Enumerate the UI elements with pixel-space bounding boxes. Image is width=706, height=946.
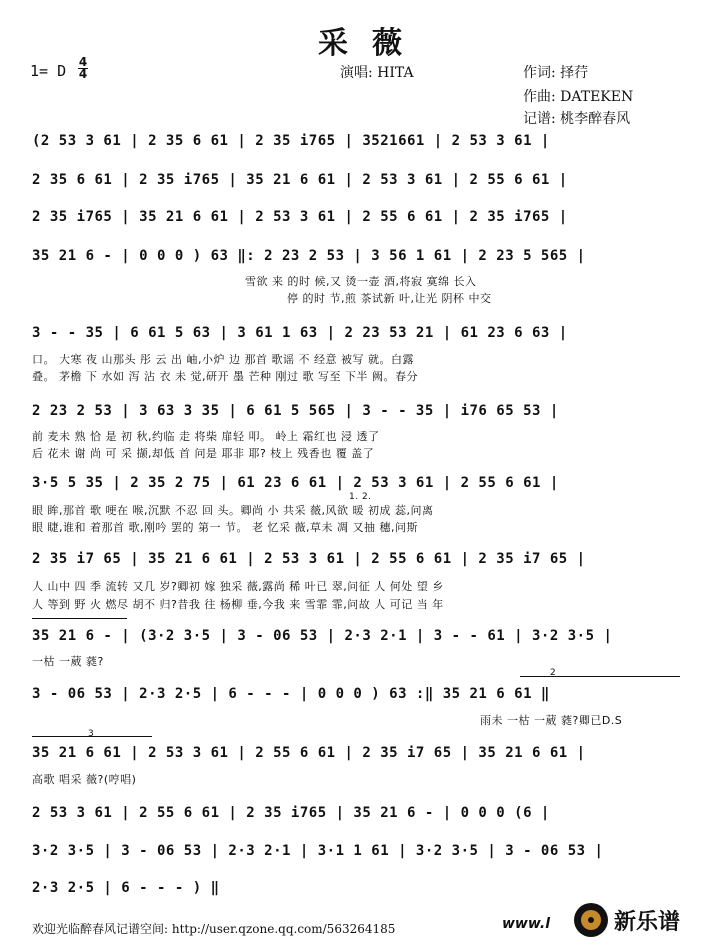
score-row-9: 35 21 6 - | (3·2 3·5 | 3 - 06 53 | 2·3 2·1 | 3 - - 61 | 3·2 3·5 |	[32, 628, 613, 644]
score-row-10: 3 - 06 53 | 2·3 2·5 | 6 - - - | 0 0 0 ) 63 :‖ 35 21 6 61 ‖	[32, 686, 550, 702]
page-title: 采薇	[318, 26, 426, 61]
key-signature: 1= D	[30, 62, 67, 80]
lyric-row-4-verse-2: 停 的时 节,煎 茶试新 叶,让光 阴杯 中交	[287, 292, 492, 305]
lyric-row-6-verse-2: 后 花未 谢 尚 可 采 撷,却低 首 问是 耶非 耶? 枝上 残香也 覆 盖了	[32, 447, 375, 460]
lyric-row-8-verse-1: 人 山中 四 季 流转 又几 岁?卿初 嫁 独采 薇,露尚 稀 叶已 翠,问征 人 何处 望 乡	[32, 580, 444, 593]
lyric-row-6-verse-1: 前 麦未 熟 恰 是 初 秋,约临 走 将柴 扉轻 叩。 岭上 霜红也 浸 透了	[32, 430, 380, 443]
time-signature-bottom: 4	[78, 67, 88, 81]
volta-third: 3	[88, 729, 95, 739]
logo	[570, 898, 702, 942]
footer-link-text: 欢迎光临醉春风记谱空间: http://user.qzone.qq.com/563264185	[32, 922, 396, 936]
lyric-row-10-verse-1: 雨未 一枯 一葳 蕤?卿已D.S	[480, 714, 623, 727]
volta-bracket-2	[520, 676, 680, 677]
lyric-row-7-verse-2: 眼 睫,谁和 着那首 歌,刚吟 罢的 第一 节。 老 忆采 薇,草未 凋 又抽 穗,问斯	[32, 521, 418, 534]
watermark-text: www.l	[502, 916, 551, 932]
singer: 演唱: HITA	[340, 65, 414, 81]
lyric-row-7-verse-1: 眼 眸,那首 歌 哽在 喉,沉默 不忍 回 头。卿尚 小 共采 薇,风欲 暖 初成 蕊,问离	[32, 504, 434, 517]
lyric-row-5-verse-2: 叠。 茅檐 下 水如 泻 沾 衣 未 觉,研开 墨 芒种 刚过 歌 写至 下半 阙。春分	[32, 370, 418, 383]
composer: 作曲: DATEKEN	[523, 89, 634, 105]
score-row-6: 2 23 2 53 | 3 63 3 35 | 6 61 5 565 | 3 - - 35 | i76 65 53 |	[32, 403, 559, 419]
score-row-2: 2 35 6 61 | 2 35 i765 | 35 21 6 61 | 2 53 3 61 | 2 55 6 61 |	[32, 172, 568, 188]
lyricist: 作词: 择荇	[523, 65, 589, 81]
volta-second: 2	[550, 668, 557, 678]
transcriber: 记谱: 桃李醉春风	[523, 111, 631, 127]
volta-bracket-1	[32, 618, 127, 619]
score-row-11: 35 21 6 61 | 2 53 3 61 | 2 55 6 61 | 2 35 i7 65 | 35 21 6 61 |	[32, 745, 586, 761]
score-row-5: 3 - - 35 | 6 61 5 63 | 3 61 1 63 | 2 23 53 21 | 61 23 6 63 |	[32, 325, 568, 341]
time-signature	[78, 57, 88, 80]
time-signature-top: 4	[78, 55, 88, 69]
score-row-7: 3·5 5 35 | 2 35 2 75 | 61 23 6 61 | 2 53 3 61 | 2 55 6 61 |	[32, 475, 559, 491]
score-row-13: 3·2 3·5 | 3 - 06 53 | 2·3 2·1 | 3·1 1 61 | 3·2 3·5 | 3 - 06 53 |	[32, 843, 604, 859]
score-row-12: 2 53 3 61 | 2 55 6 61 | 2 35 i765 | 35 21 6 - | 0 0 0 (6 |	[32, 805, 550, 821]
lyric-row-11-verse-1: 高歌 唱采 薇?(哼唱)	[32, 773, 137, 786]
lyric-row-5-verse-1: 口。 大寒 夜 山那头 彤 云 出 岫,小炉 边 那首 歌谣 不 经意 被写 就。白露	[32, 353, 414, 366]
logo-text: 新乐谱	[614, 910, 681, 935]
score-row-14: 2·3 2·5 | 6 - - - ) ‖	[32, 880, 220, 896]
lyric-row-4-verse-1: 雪欲 来 的时 候,又 烫一壶 酒,将寂 寞绵 长入	[245, 275, 477, 288]
volta-first: 1. 2.	[349, 492, 372, 502]
lyric-row-9-verse-1: 一枯 一葳 蕤?	[32, 655, 104, 668]
lyric-row-8-verse-2: 人 等到 野 火 燃尽 胡不 归?昔我 往 杨柳 垂,今我 来 雪霏 霏,问故 人 可记 当 年	[32, 598, 444, 611]
disc-icon	[572, 901, 610, 939]
score-row-4: 35 21 6 - | 0 0 0 ) 63 ‖: 2 23 2 53 | 3 56 1 61 | 2 23 5 565 |	[32, 248, 586, 264]
score-row-3: 2 35 i765 | 35 21 6 61 | 2 53 3 61 | 2 55 6 61 | 2 35 i765 |	[32, 209, 568, 225]
score-row-8: 2 35 i7 65 | 35 21 6 61 | 2 53 3 61 | 2 55 6 61 | 2 35 i7 65 |	[32, 551, 586, 567]
score-row-1: (2 53 3 61 | 2 35 6 61 | 2 35 i765 | 3521661 | 2 53 3 61 |	[32, 133, 550, 149]
